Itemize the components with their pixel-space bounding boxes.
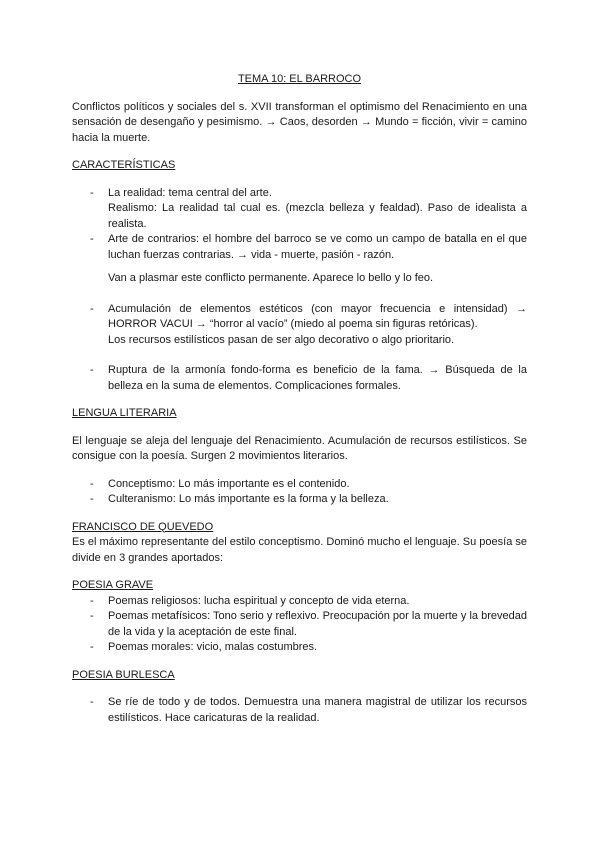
- list-item: [72, 363, 527, 394]
- grave-list: [72, 594, 527, 656]
- list-item-text: Poemas religiosos: lucha espiritual y concepto de vida eterna.: [108, 594, 410, 607]
- bullet-dash: -: [90, 302, 94, 315]
- list-item-text: Culteranismo: Lo más importante es la forma y la belleza.: [108, 493, 389, 505]
- lengua-list: [72, 477, 527, 508]
- list-item-text: Conceptismo: Lo más importante es el contenido.: [108, 477, 350, 490]
- bullet-dash: -: [90, 186, 94, 199]
- heading-poesia-grave: POESIA GRAVE: [72, 579, 154, 591]
- list-item-text: Ruptura de la armonía fondo-forma es beneficio de la fama. → Búsqueda de la belleza en la suma de elementos. Complicaciones formales.: [108, 364, 527, 392]
- list-item-text: Poemas morales: vicio, malas costumbres.: [108, 641, 318, 653]
- list-item-text: La realidad: tema central del arte.: [108, 186, 272, 199]
- bullet-dash: -: [90, 696, 94, 708]
- page-title: TEMA 10: EL BARROCO: [237, 73, 362, 85]
- heading-caracteristicas: CARACTERÍSTICAS: [72, 159, 176, 171]
- heading-poesia-burlesca: POESIA BURLESCA: [72, 668, 175, 681]
- list-item: [72, 695, 527, 726]
- quevedo-paragraph: Es el máximo representante del estilo conceptismo. Dominó mucho el lenguaje. Su poesía se divide en 3 grandes aportados:: [72, 536, 527, 564]
- lengua-paragraph: El lenguaje se aleja del lenguaje del Renacimiento. Acumulación de recursos estilísticos. Se consigue con la poesía. Surgen 2 movimientos literarios.: [72, 434, 527, 462]
- list-item: [72, 186, 527, 233]
- bullet-dash: -: [90, 233, 94, 245]
- document-page: [72, 72, 527, 726]
- list-item: [72, 477, 527, 493]
- list-item-text: Van a plasmar este conflicto permanente. Aparece lo bello y lo feo.: [108, 272, 434, 284]
- list-item: [72, 594, 527, 610]
- bullet-dash: -: [90, 594, 94, 607]
- list-item-text: Realismo: La realidad tal cual es. (mezcla belleza y fealdad). Paso de idealista a realista.: [108, 202, 527, 230]
- list-item-text: Se ríe de todo y de todos. Demuestra una manera magistral de utilizar los recursos estilísticos. Hace caricaturas de la realidad.: [108, 696, 527, 724]
- list-item-text: Acumulación de elementos estéticos (con mayor frecuencia e intensidad) → HORROR VACUI → “horror al vacío” (miedo al poema sin figuras retóricas).: [108, 302, 527, 330]
- list-item: [72, 302, 527, 349]
- intro-paragraph: Conflictos políticos y sociales del s. XVII transforman el optimismo del Renacimiento en una sensación de desengaño y pesimismo. → Caos, desorden → Mundo = ficción, vivir = camino hacia la muerte.: [72, 100, 527, 144]
- list-item-text: Arte de contrarios: el hombre del barroco se ve como un campo de batalla en el que luchan fuerzas contrarias. → vida - muerte, pasión - razón.: [108, 233, 527, 261]
- list-item: [72, 609, 527, 640]
- heading-lengua-literaria: LENGUA LITERARIA: [72, 407, 177, 419]
- list-item: [72, 640, 527, 656]
- bullet-dash: -: [90, 477, 94, 490]
- bullet-dash: -: [90, 610, 94, 622]
- burlesca-list: [72, 695, 527, 726]
- heading-quevedo: FRANCISCO DE QUEVEDO: [72, 520, 214, 533]
- list-item: [72, 232, 527, 287]
- bullet-dash: -: [90, 641, 94, 653]
- caracteristicas-list: [72, 186, 527, 395]
- list-item-text: Los recursos estilísticos pasan de ser algo decorativo o algo prioritario.: [108, 333, 455, 346]
- bullet-dash: -: [90, 364, 94, 376]
- list-item-text: Poemas metafísicos: Tono serio y reflexivo. Preocupación por la muerte y la brevedad de la vida y la aceptación de este final.: [108, 610, 527, 638]
- list-item: [72, 492, 527, 508]
- bullet-dash: -: [90, 493, 94, 505]
